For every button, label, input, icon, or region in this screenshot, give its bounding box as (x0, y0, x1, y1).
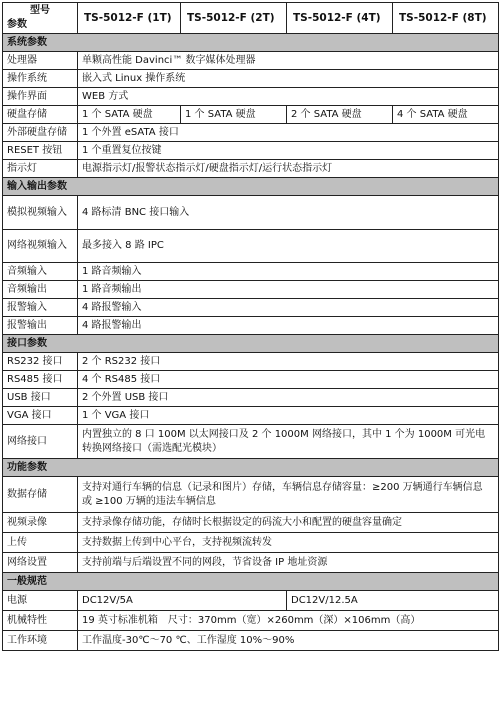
row-value-upload: 支持数据上传到中心平台，支持视频流转发 (78, 533, 499, 553)
row-value-net-video: 最多接入 8 路 IPC (78, 230, 499, 263)
row-label-audio-in: 音频输入 (3, 263, 78, 281)
section-general: 一般规范 (3, 573, 499, 591)
row-value-hdd-2t: 1 个 SATA 硬盘 (181, 106, 287, 124)
row-label-analog-video: 模拟视频输入 (3, 196, 78, 230)
row-label-power: 电源 (3, 591, 78, 611)
header-model-8t: TS-5012-F (8T) (393, 3, 499, 34)
header-param-label: 参数 (7, 19, 27, 30)
row-label-os: 操作系统 (3, 70, 78, 88)
row-label-reset: RESET 按钮 (3, 142, 78, 160)
row-label-processor: 处理器 (3, 52, 78, 70)
row-value-vga: 1 个 VGA 接口 (78, 407, 499, 425)
row-label-net-setting: 网络设置 (3, 553, 78, 573)
row-value-rs485: 4 个 RS485 接口 (78, 371, 499, 389)
row-label-ui: 操作界面 (3, 88, 78, 106)
row-label-net-port: 网络接口 (3, 425, 78, 459)
row-value-os: 嵌入式 Linux 操作系统 (78, 70, 499, 88)
section-ports: 接口参数 (3, 335, 499, 353)
header-model-4t: TS-5012-F (4T) (287, 3, 393, 34)
row-value-ui: WEB 方式 (78, 88, 499, 106)
row-label-audio-out: 音频输出 (3, 281, 78, 299)
row-label-rs232: RS232 接口 (3, 353, 78, 371)
row-label-alarm-out: 报警输出 (3, 317, 78, 335)
row-label-rs485: RS485 接口 (3, 371, 78, 389)
row-label-led: 指示灯 (3, 160, 78, 178)
row-value-usb: 2 个外置 USB 接口 (78, 389, 499, 407)
row-value-data-storage: 支持对通行车辆的信息（记录和图片）存储，车辆信息存储容量：≥200 万辆通行车辆信息 或 ≥100 万辆的违法车辆信息 (78, 477, 499, 513)
row-label-usb: USB 接口 (3, 389, 78, 407)
row-value-led: 电源指示灯/报警状态指示灯/硬盘指示灯/运行状态指示灯 (78, 160, 499, 178)
row-label-upload: 上传 (3, 533, 78, 553)
row-value-video-rec: 支持录像存储功能，存储时长根据设定的码流大小和配置的硬盘容量确定 (78, 513, 499, 533)
row-value-power-small: DC12V/5A (78, 591, 287, 611)
row-value-hdd-4t: 2 个 SATA 硬盘 (287, 106, 393, 124)
row-label-hdd: 硬盘存储 (3, 106, 78, 124)
row-label-video-rec: 视频录像 (3, 513, 78, 533)
row-value-net-setting: 支持前端与后端设置不同的网段，节省设备 IP 地址资源 (78, 553, 499, 573)
section-system: 系统参数 (3, 34, 499, 52)
row-value-alarm-out: 4 路报警输出 (78, 317, 499, 335)
row-value-rs232: 2 个 RS232 接口 (78, 353, 499, 371)
row-value-audio-out: 1 路音频输出 (78, 281, 499, 299)
row-value-processor: 单颗高性能 Davinci™ 数字媒体处理器 (78, 52, 499, 70)
row-label-mech: 机械特性 (3, 611, 78, 631)
row-label-alarm-in: 报警输入 (3, 299, 78, 317)
row-label-env: 工作环境 (3, 631, 78, 651)
row-label-data-storage: 数据存储 (3, 477, 78, 513)
header-corner-cell (3, 3, 78, 34)
row-label-vga: VGA 接口 (3, 407, 78, 425)
row-value-mech: 19 英寸标准机箱 尺寸：370mm（宽）×260mm（深）×106mm（高） (78, 611, 499, 631)
row-value-reset: 1 个重置复位按键 (78, 142, 499, 160)
header-model-1t: TS-5012-F (1T) (78, 3, 181, 34)
row-label-net-video: 网络视频输入 (3, 230, 78, 263)
spec-table (2, 2, 499, 651)
row-value-power-large: DC12V/12.5A (287, 591, 499, 611)
row-value-hdd-1t: 1 个 SATA 硬盘 (78, 106, 181, 124)
row-label-ext-storage: 外部硬盘存储 (3, 124, 78, 142)
header-model-2t: TS-5012-F (2T) (181, 3, 287, 34)
table-header-row (3, 3, 499, 34)
row-value-ext-storage: 1 个外置 eSATA 接口 (78, 124, 499, 142)
section-features: 功能参数 (3, 459, 499, 477)
row-value-net-port: 内置独立的 8 口 100M 以太网接口及 2 个 1000M 网络接口，其中 1 个为 1000M 可光电转换网络接口（需选配光模块） (78, 425, 499, 459)
row-value-env: 工作温度-30℃～70 ℃、工作湿度 10%～90% (78, 631, 499, 651)
row-value-analog-video: 4 路标清 BNC 接口输入 (78, 196, 499, 230)
row-value-hdd-8t: 4 个 SATA 硬盘 (393, 106, 499, 124)
header-model-label: 型号 (30, 5, 50, 16)
row-value-alarm-in: 4 路报警输入 (78, 299, 499, 317)
section-io: 输入输出参数 (3, 178, 499, 196)
row-value-audio-in: 1 路音频输入 (78, 263, 499, 281)
